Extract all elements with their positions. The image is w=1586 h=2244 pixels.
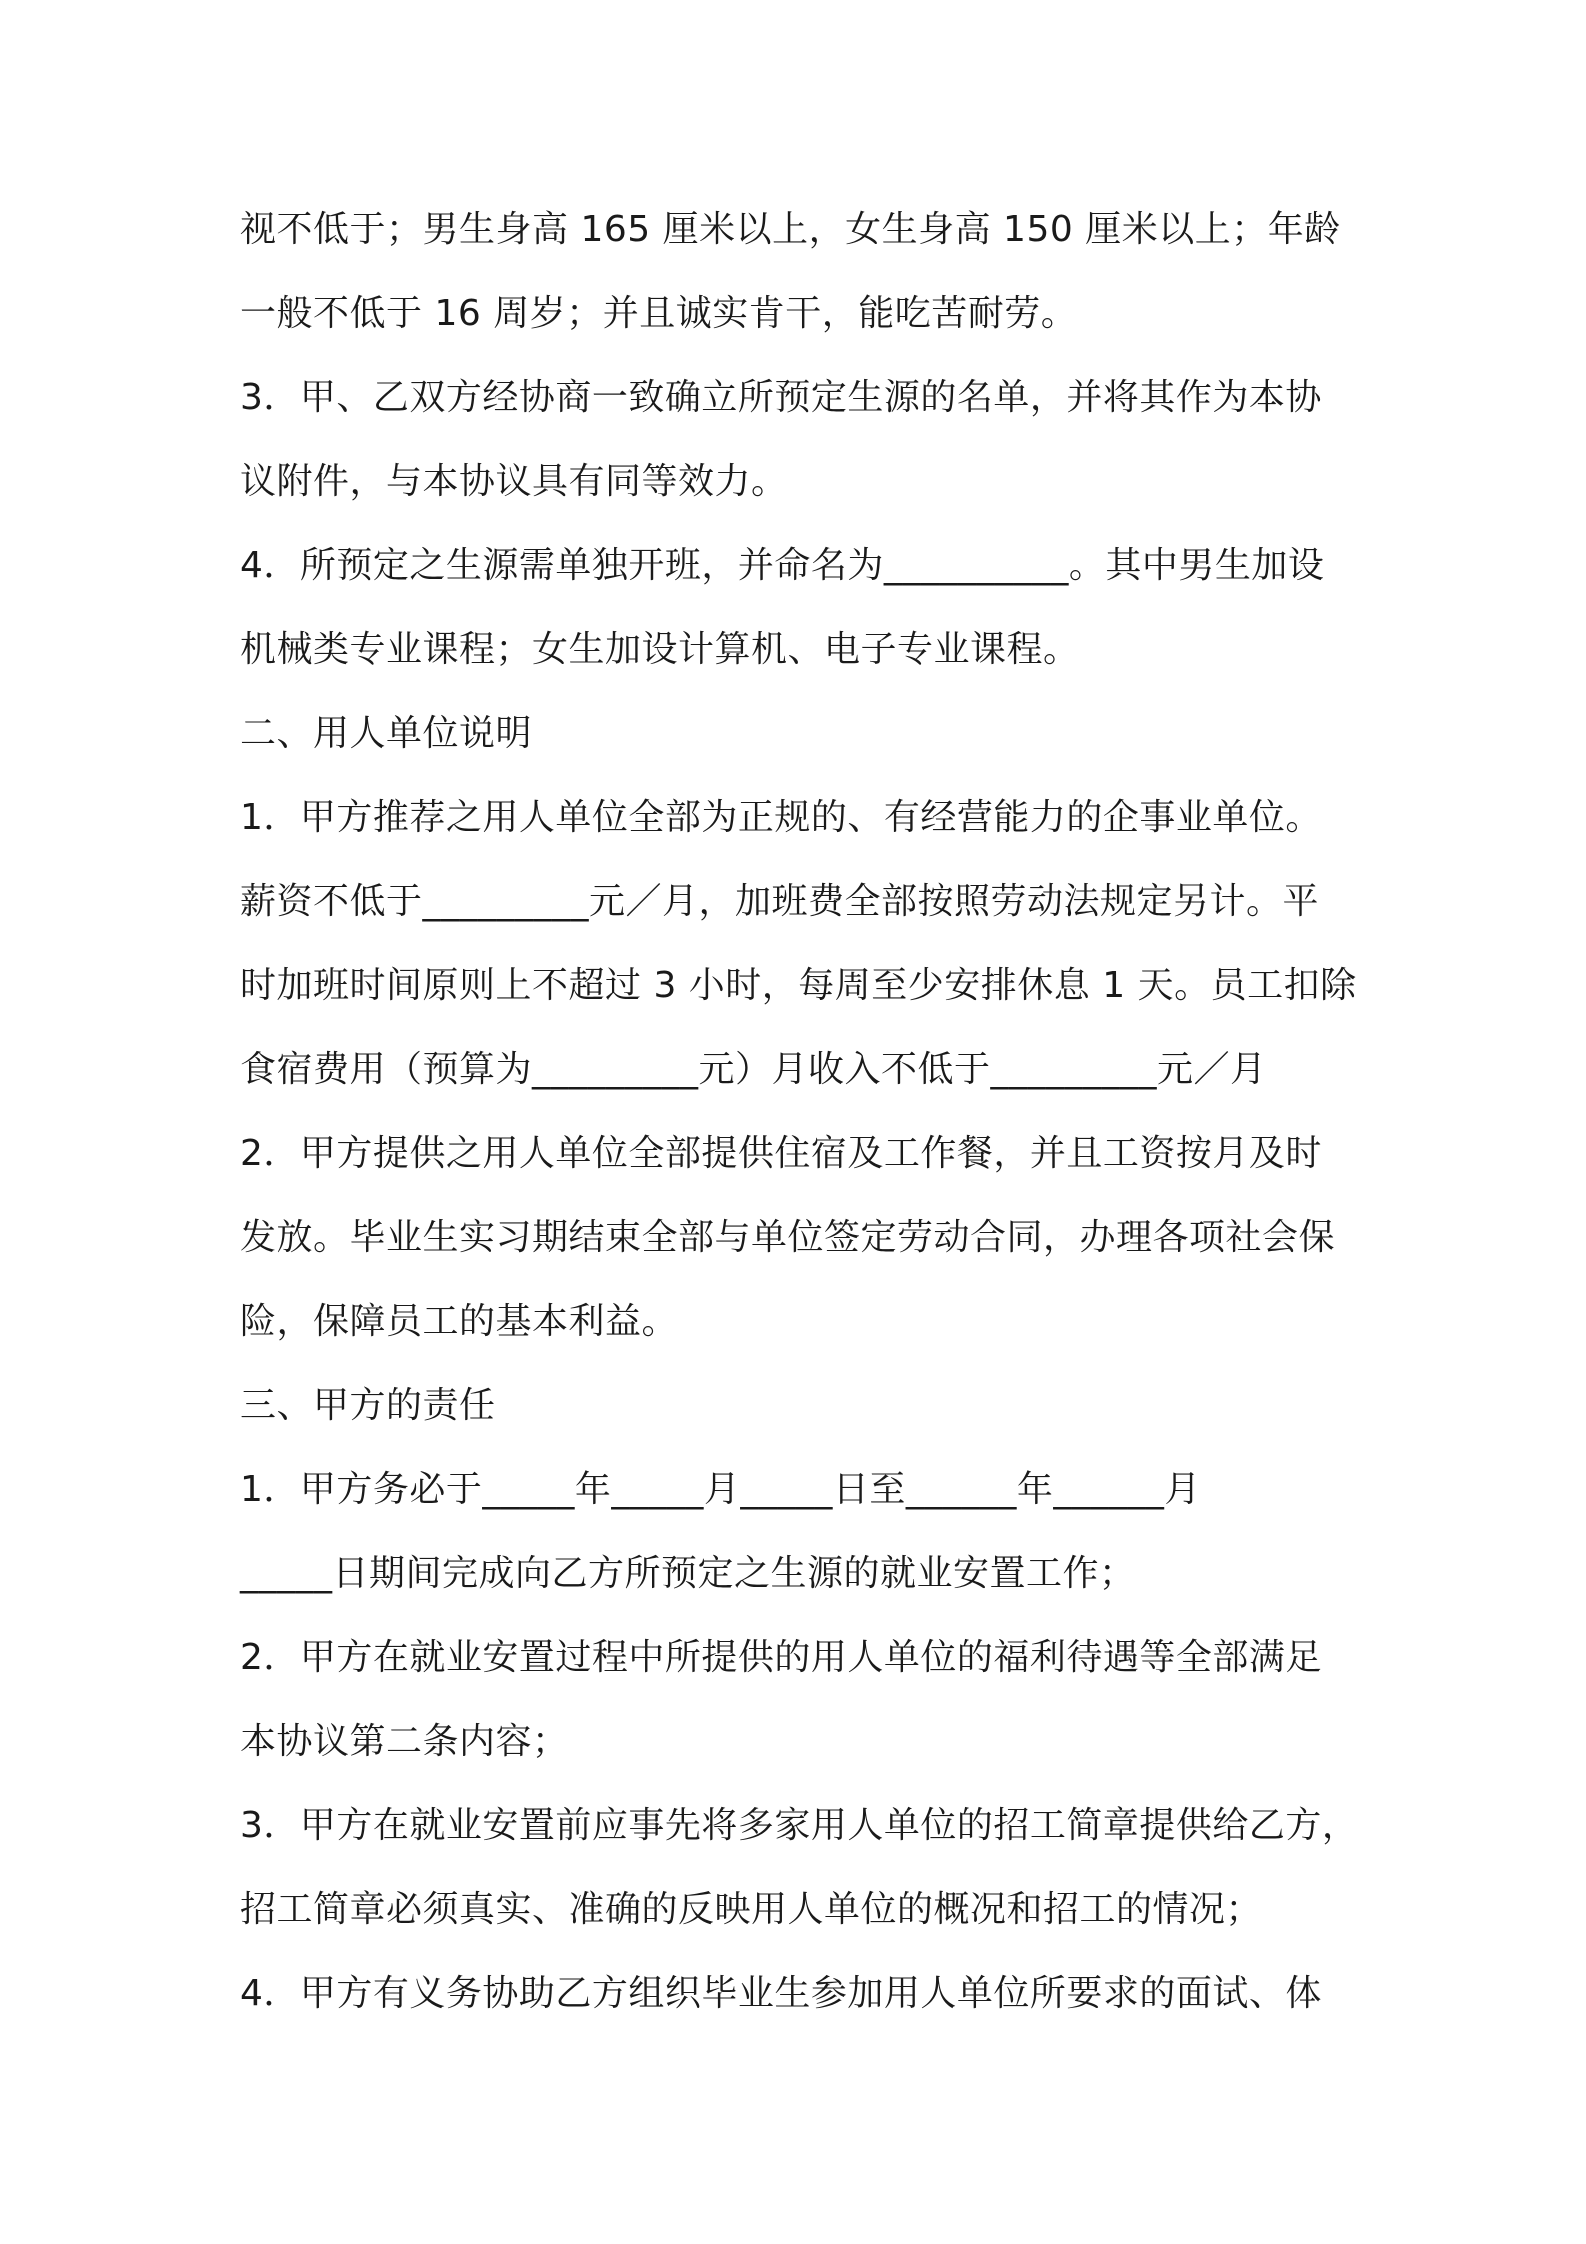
text-line: 险，保障员工的基本利益。 (240, 1301, 679, 1342)
section-heading: 二、用人单位说明 (240, 713, 533, 754)
document-body (240, 200, 1370, 2048)
text-line: 发放。毕业生实习期结束全部与单位签定劳动合同，办理各项社会保 (240, 1217, 1336, 1258)
text-line: 时加班时间原则上不超过 3 小时，每周至少安排休息 1 天。员工扣除 (240, 965, 1357, 1006)
text-line: 4．甲方有义务协助乙方组织毕业生参加用人单位所要求的面试、体 (240, 1973, 1322, 2014)
text-line: 1．甲方务必于_____年_____月_____日至______年______月 (240, 1469, 1201, 1510)
text-line: _____日期间完成向乙方所预定之生源的就业安置工作； (240, 1553, 1136, 1594)
text-line: 4．所预定之生源需单独开班，并命名为__________。其中男生加设 (240, 545, 1325, 586)
text-line: 1．甲方推荐之用人单位全部为正规的、有经营能力的企事业单位。 (240, 797, 1322, 838)
text-line: 2．甲方提供之用人单位全部提供住宿及工作餐，并且工资按月及时 (240, 1133, 1322, 1174)
text-line: 2．甲方在就业安置过程中所提供的用人单位的福利待遇等全部满足 (240, 1637, 1322, 1678)
text-line: 视不低于；男生身高 165 厘米以上，女生身高 150 厘米以上；年龄 (240, 209, 1341, 250)
text-line: 招工简章必须真实、准确的反映用人单位的概况和招工的情况； (240, 1889, 1263, 1930)
text-line: 机械类专业课程；女生加设计算机、电子专业课程。 (240, 629, 1080, 670)
text-line: 3．甲方在就业安置前应事先将多家用人单位的招工简章提供给乙方， (240, 1805, 1359, 1846)
text-line: 议附件，与本协议具有同等效力。 (240, 461, 788, 502)
text-line: 薪资不低于_________元／月，加班费全部按照劳动法规定另计。平 (240, 881, 1320, 922)
text-line: 食宿费用（预算为_________元）月收入不低于_________元／月 (240, 1049, 1267, 1090)
text-line: 3．甲、乙双方经协商一致确立所预定生源的名单，并将其作为本协 (240, 377, 1322, 418)
section-heading: 三、甲方的责任 (240, 1385, 496, 1426)
text-line: 本协议第二条内容； (240, 1721, 569, 1762)
text-line: 一般不低于 16 周岁；并且诚实肯干，能吃苦耐劳。 (240, 293, 1078, 334)
